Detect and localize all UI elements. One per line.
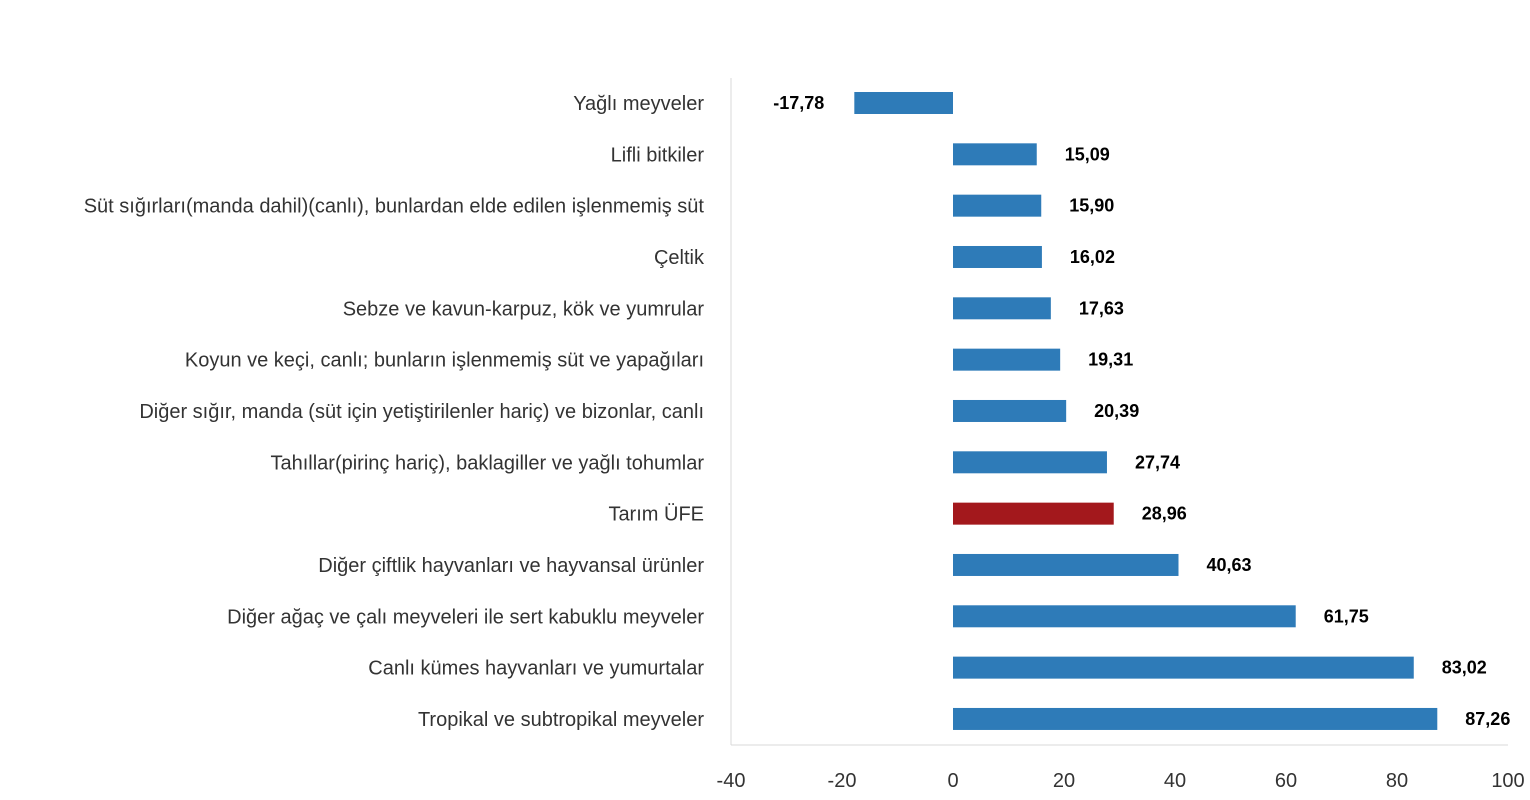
- bar: [953, 503, 1114, 525]
- data-label: 83,02: [1441, 657, 1487, 678]
- bar: [854, 92, 953, 114]
- category-label: Diğer ağaç ve çalı meyveleri ile sert kabuklu meyveler: [227, 606, 704, 629]
- data-label: 28,96: [1141, 503, 1187, 524]
- x-tick-label: 60: [1274, 770, 1298, 792]
- data-label: 61,75: [1323, 606, 1369, 627]
- x-tick-label: 0: [947, 770, 959, 792]
- category-label: Tahıllar(pirinç hariç), baklagiller ve yağlı tohumlar: [270, 452, 704, 475]
- data-label: 27,74: [1134, 452, 1181, 473]
- category-label: Çeltik: [653, 246, 704, 269]
- bar: [953, 349, 1060, 371]
- data-label: 40,63: [1206, 554, 1252, 575]
- bar: [953, 605, 1296, 627]
- category-label: Tarım ÜFE: [608, 503, 704, 526]
- category-label: Süt sığırları(manda dahil)(canlı), bunlardan elde edilen işlenmemiş süt: [83, 195, 704, 218]
- category-label: Koyun ve keçi, canlı; bunların işlenmemiş süt ve yapağıları: [184, 349, 704, 372]
- x-tick-label: 100: [1491, 770, 1525, 792]
- data-label: -17,78: [773, 93, 825, 113]
- bar: [953, 297, 1051, 319]
- category-label: Yağlı meyveler: [573, 93, 704, 115]
- category-label: Tropikal ve subtropikal meyveler: [417, 708, 704, 731]
- x-tick-label: 40: [1163, 770, 1187, 792]
- data-label: 15,90: [1069, 195, 1115, 216]
- data-label: 87,26: [1465, 708, 1511, 729]
- data-label: 17,63: [1078, 298, 1124, 319]
- bar: [953, 246, 1042, 268]
- data-label: 15,09: [1064, 144, 1110, 165]
- data-label: 16,02: [1069, 246, 1115, 267]
- category-label: Diğer sığır, manda (süt için yetiştirilenler hariç) ve bizonlar, canlı: [139, 400, 704, 423]
- category-label: Diğer çiftlik hayvanları ve hayvansal ürünler: [318, 554, 704, 577]
- x-tick-label: 80: [1385, 770, 1409, 792]
- bar: [953, 554, 1178, 576]
- bar: [953, 143, 1037, 165]
- x-tick-label: -20: [827, 770, 857, 792]
- bar: [953, 451, 1107, 473]
- data-label: 20,39: [1094, 400, 1140, 421]
- category-label: Sebze ve kavun-karpuz, kök ve yumrular: [342, 298, 704, 321]
- category-label: Canlı kümes hayvanları ve yumurtalar: [368, 657, 704, 680]
- x-tick-label: 20: [1052, 770, 1076, 792]
- bar: [953, 400, 1066, 422]
- bar: [953, 195, 1041, 217]
- bar: [953, 708, 1437, 730]
- category-label: Lifli bitkiler: [610, 144, 704, 167]
- bar: [953, 657, 1414, 679]
- data-label: 19,31: [1088, 349, 1134, 370]
- x-tick-label: -40: [716, 770, 746, 792]
